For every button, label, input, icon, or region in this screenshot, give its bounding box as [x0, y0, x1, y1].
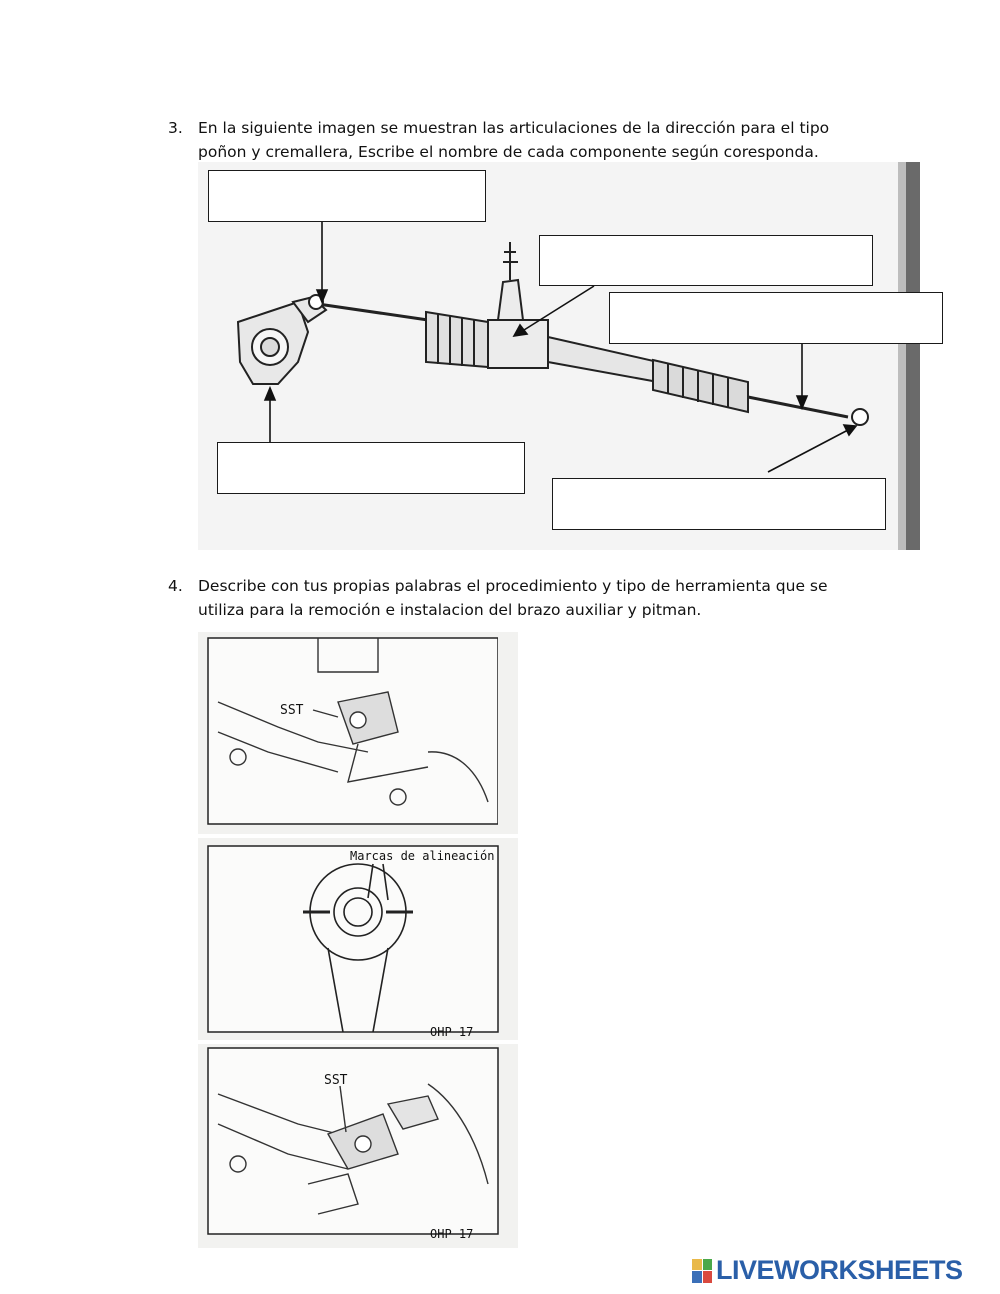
question-4-number: 4. — [168, 577, 183, 595]
sst-label-3: SST — [324, 1073, 348, 1088]
answer-box-5[interactable] — [552, 478, 886, 530]
sst-installation-panel — [198, 1044, 518, 1248]
ohp-label-3: OHP 17 — [430, 1227, 474, 1241]
alignment-marks-drawing — [198, 838, 518, 1040]
question-3-text: En la siguiente imagen se muestran las articulaciones de la dirección para el tipo poñon y cremallera, Escribe el nombre de cada componente según coresponda. — [198, 119, 830, 161]
answer-box-1[interactable] — [208, 170, 486, 222]
sst-removal-drawing — [198, 632, 518, 834]
alignment-marks-panel — [198, 838, 518, 1040]
sst-label-1: SST — [280, 703, 304, 718]
liveworksheets-logo-icon — [692, 1259, 712, 1283]
alignment-label: Marcas de alineación — [350, 849, 495, 863]
question-3 — [168, 116, 868, 164]
ohp-label-2: OHP 17 — [430, 1025, 474, 1039]
answer-box-3[interactable] — [609, 292, 943, 344]
sst-installation-drawing — [198, 1044, 518, 1248]
answer-box-4[interactable] — [217, 442, 525, 494]
question-3-number: 3. — [168, 119, 183, 137]
question-4-text: Describe con tus propias palabras el procedimiento y tipo de herramienta que se utiliza para la remoción e instalacion del brazo auxiliar y pitman. — [198, 577, 828, 619]
question-4 — [168, 574, 868, 622]
brand-name: LIVEWORKSHEETS — [716, 1255, 963, 1285]
sst-removal-panel — [198, 632, 518, 834]
liveworksheets-brand — [692, 1255, 963, 1286]
answer-box-2[interactable] — [539, 235, 873, 286]
